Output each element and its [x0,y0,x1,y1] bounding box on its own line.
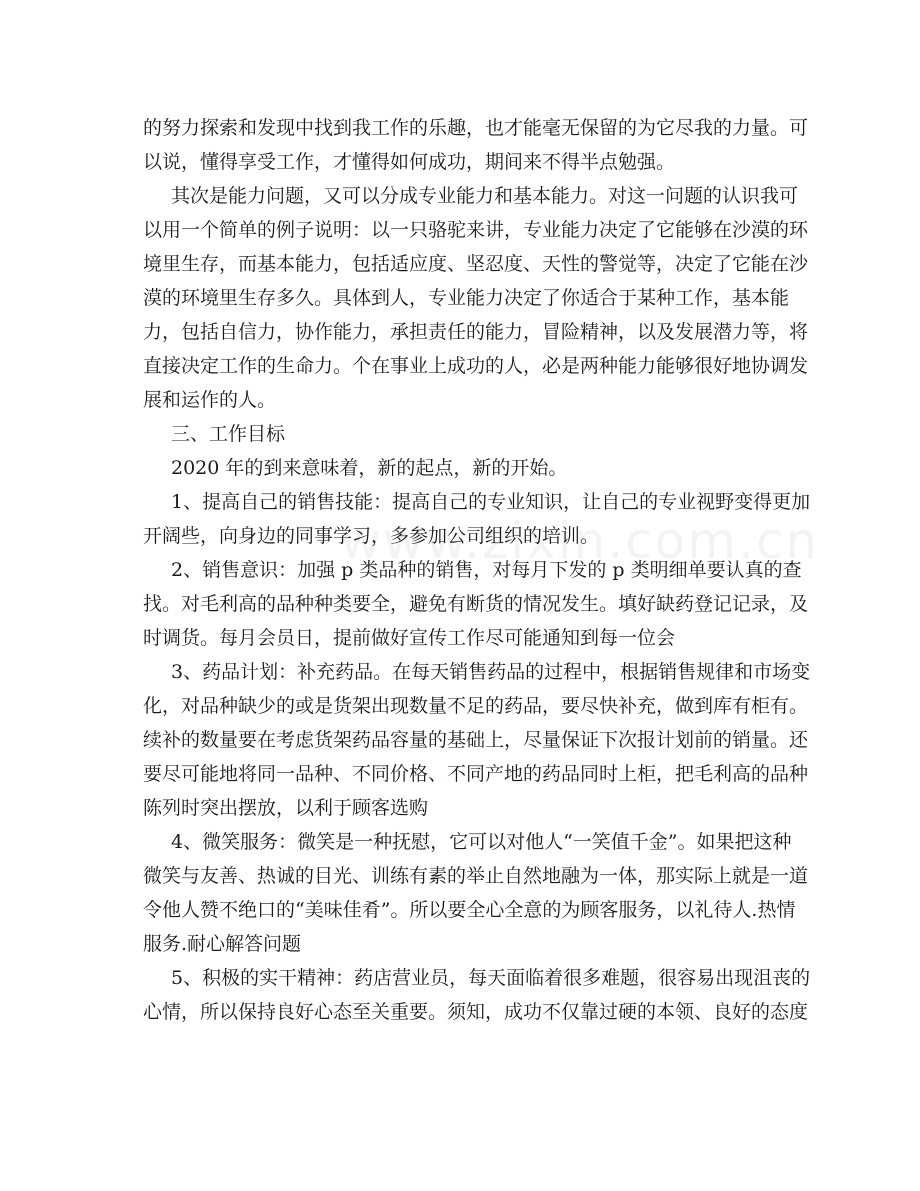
text-line: 令他人赞不绝口的“美味佳肴”。所以要全心全意的为顾客服务，以礼待人.热情 [143,899,796,921]
text-line: 陈列时突出摆放，以利于顾客选购 [143,797,429,819]
text-line: 心情，所以保持良好心态至关重要。须知，成功不仅靠过硬的本领、良好的态度 [143,1001,809,1023]
text-line: 展和运作的人。 [143,389,277,411]
paragraph-first-line: 3、药品计划：补充药品。在每天销售药品的过程中，根据销售规律和市场变 [171,661,811,683]
text-line: 化，对品种缺少的或是货架出现数量不足的药品，要尽快补充，做到库有柜有。 [143,695,809,717]
text-line: 要尽可能地将同一品种、不同价格、不同产地的药品同时上柜，把毛利高的品种 [143,763,809,785]
text-line: 服务.耐心解答问题 [143,933,302,955]
paragraph-first-line: 5、积极的实干精神：药店营业员，每天面临着很多难题，很容易出现沮丧的 [171,967,811,989]
text-line: 开阔些，向身边的同事学习，多参加公司组织的培训。 [143,525,600,547]
text-line: 直接决定工作的生命力。个在事业上成功的人，必是两种能力能够很好地协调发 [143,355,809,377]
text-line: 微笑与友善、热诚的目光、训练有素的举止自然地融为一体，那实际上就是一道 [143,865,809,887]
text-line: 以用一个简单的例子说明：以一只骆驼来讲，专业能力决定了它能够在沙漠的环 [143,219,809,241]
section-heading: 三、工作目标 [171,423,286,445]
text-line: 的努力探索和发现中找到我工作的乐趣，也才能毫无保留的为它尽我的力量。可 [143,117,809,139]
paragraph-first-line: 1、提高自己的销售技能：提高自己的专业知识，让自己的专业视野变得更加 [171,491,811,513]
paragraph-first-line: 2、销售意识：加强 p 类品种的销售，对每月下发的 p 类明细单要认真的查 [171,559,802,581]
text-line: 力，包括自信力，协作能力，承担责任的能力，冒险精神，以及发展潜力等，将 [143,321,809,343]
text-line: 时调货。每月会员日，提前做好宣传工作尽可能通知到每一位会 [143,627,676,649]
text-line: 漠的环境里生存多久。具体到人，专业能力决定了你适合于某种工作，基本能 [143,287,790,309]
paragraph-first-line: 其次是能力问题，又可以分成专业能力和基本能力。对这一问题的认识我可 [171,185,799,207]
text-line: 找。对毛利高的品种种类要全，避免有断货的情况发生。填好缺药登记记录，及 [143,593,809,615]
paragraph-first-line: 4、微笑服务：微笑是一种抚慰，它可以对他人“一笑值千金”。如果把这种 [171,831,792,853]
paragraph-first-line: 2020 年的到来意味着，新的起点，新的开始。 [171,457,568,479]
text-line: 续补的数量要在考虑货架药品容量的基础上，尽量保证下次报计划前的销量。还 [143,729,809,751]
text-line: 以说，懂得享受工作，才懂得如何成功，期间来不得半点勉强。 [143,151,676,173]
text-line: 境里生存，而基本能力，包括适应度、坚忍度、天性的警觉等，决定了它能在沙 [143,253,809,275]
